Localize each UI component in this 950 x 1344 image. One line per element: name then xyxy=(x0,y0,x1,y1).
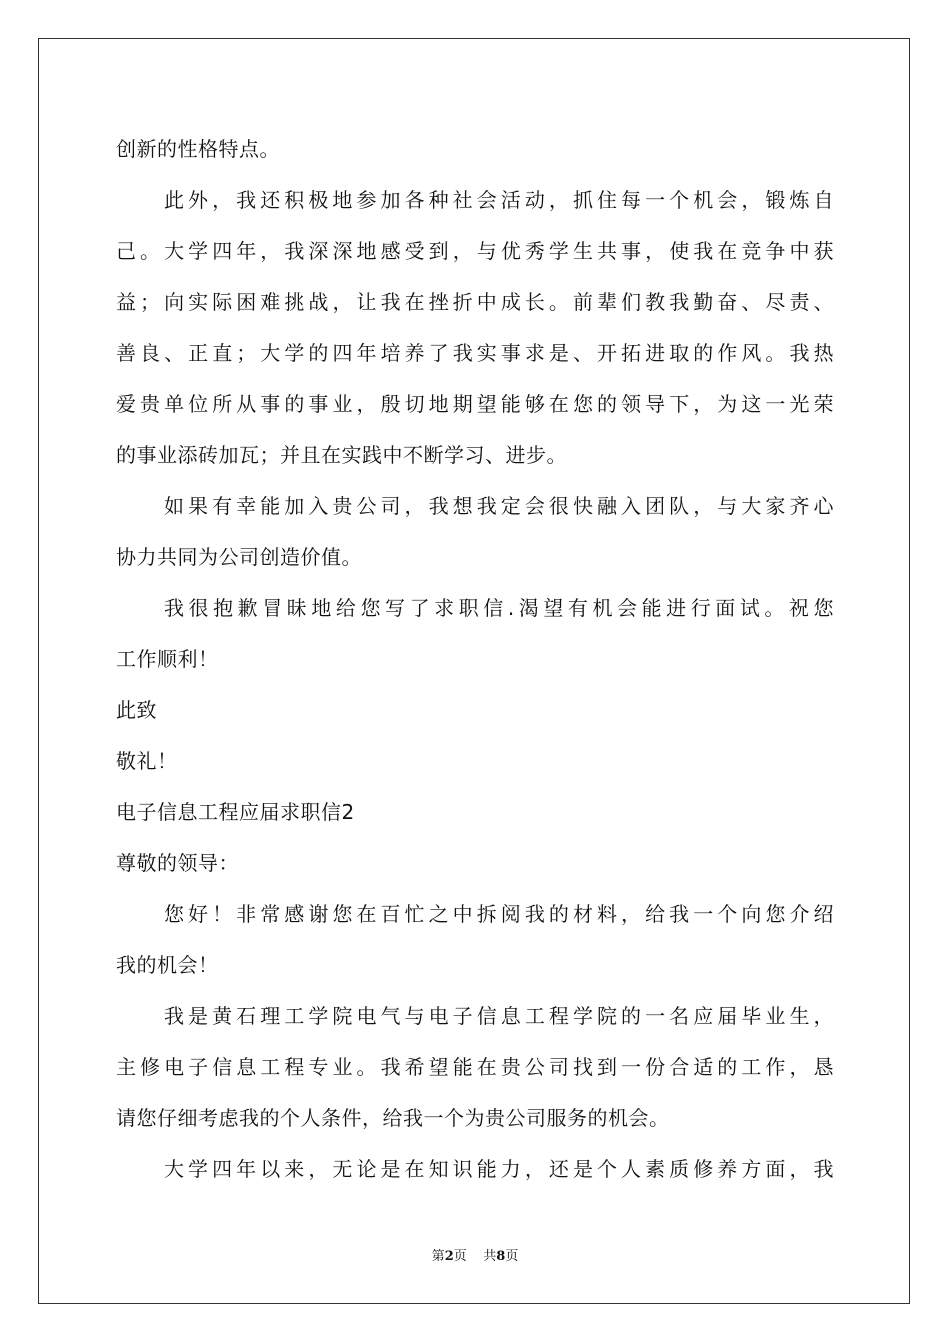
letter-heading: 电子信息工程应届求职信2 xyxy=(116,800,355,824)
text-line: 益；向实际困难挑战，让我在挫折中成长。前辈们教我勤奋、尽责、 xyxy=(116,290,834,314)
text-line: 创新的性格特点。 xyxy=(116,137,280,161)
current-page-number: 2 xyxy=(444,1249,454,1264)
text-line: 此外，我还积极地参加各种社会活动，抓住每一个机会，锻炼自 xyxy=(164,188,834,212)
text-line: 请您仔细考虑我的个人条件，给我一个为贵公司服务的机会。 xyxy=(116,1106,670,1130)
text-line: 的事业添砖加瓦；并且在实践中不断学习、进步。 xyxy=(116,443,567,467)
letter-greeting: 尊敬的领导： xyxy=(116,851,239,875)
text-line: 您好！非常感谢您在百忙之中拆阅我的材料，给我一个向您介绍 xyxy=(164,902,834,926)
text-line: 工作顺利！ xyxy=(116,647,219,671)
text-line: 大学四年以来，无论是在知识能力，还是个人素质修养方面，我 xyxy=(164,1157,834,1181)
closing-regards: 敬礼！ xyxy=(116,749,178,773)
footer-suffix: 页 xyxy=(505,1249,519,1264)
text-line: 如果有幸能加入贵公司，我想我定会很快融入团队，与大家齐心 xyxy=(164,494,834,518)
total-page-count: 8 xyxy=(496,1249,506,1264)
text-line: 我的机会！ xyxy=(116,953,219,977)
text-line: 我是黄石理工学院电气与电子信息工程学院的一名应届毕业生， xyxy=(164,1004,834,1028)
footer-middle: 页 共 xyxy=(453,1249,497,1264)
text-line: 协力共同为公司创造价值。 xyxy=(116,545,362,569)
text-line: 己。大学四年，我深深地感受到，与优秀学生共事，使我在竞争中获 xyxy=(116,239,834,263)
text-line: 爱贵单位所从事的事业，殷切地期望能够在您的领导下，为这一光荣 xyxy=(116,392,834,416)
text-line: 善良、正直；大学的四年培养了我实事求是、开拓进取的作风。我热 xyxy=(116,341,834,365)
closing-salutation: 此致 xyxy=(116,698,157,722)
page-footer xyxy=(0,1245,950,1264)
text-line: 主修电子信息工程专业。我希望能在贵公司找到一份合适的工作，恳 xyxy=(116,1055,834,1079)
footer-prefix: 第 xyxy=(431,1249,445,1264)
text-line: 我很抱歉冒昧地给您写了求职信.渴望有机会能进行面试。祝您 xyxy=(164,596,834,620)
document-body xyxy=(116,124,834,1195)
